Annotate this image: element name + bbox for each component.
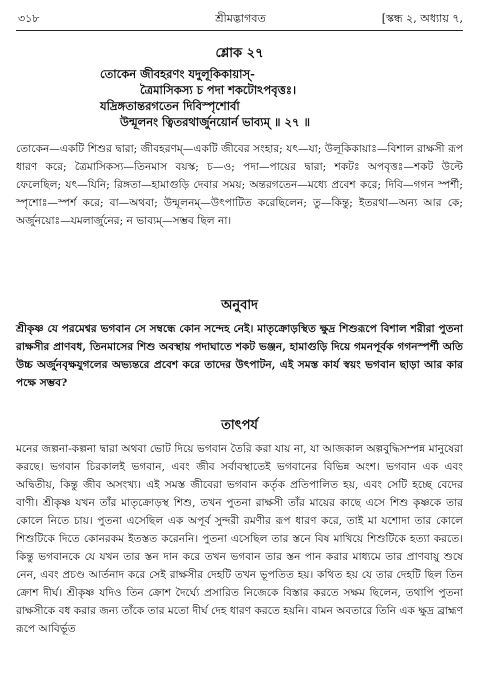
- running-title: শ্রীমদ্ভাগবত: [215, 12, 266, 25]
- synonyms-paragraph: তোকেন—একটি শিশুর দ্বারা; জীবহরণম্—একটি জীবের সংহার; যৎ—যা; উলূকিকায়াঃ—বিশাল রাক্ষসী রূপ ধারণ করে; ত্রৈমাসিকস্য—তিনমাস বয়স্ক; চ—ও; পদা—পায়ের দ্বারা; শকটঃ অপবৃত্তঃ—শকট উল্টে ফেলেছিল; যৎ—যিনি; রিঙ্গতা—হামাগুড়ি দেবার সময়; অন্তরগতেন—মধ্যে প্রবেশ করে; দিবি—গগন স্পর্শী; স্পৃশোঃ—স্পর্শ করে; বা—অথবা; উন্মূলনম্—উৎপাটিত করেছিলেন; তু—কিন্তু; ইতরথা—অন্য আর কে; অর্জুনয়োঃ—যমলার্জুনের; ন ভাব্যম্—সম্ভব ছিল না।: [16, 143, 463, 227]
- translation-heading: অনুবাদ: [221, 298, 258, 313]
- translation-paragraph: শ্রীকৃষ্ণ যে পরমেশ্বর ভগবান সে সম্বন্ধে কোন সন্দেহ নেই। মাতৃক্রোড়স্থিত ক্ষুদ্র শিশুরূপে বিশাল শরীরা পুতনা রাক্ষসীর প্রাণবধ, তিনমাসের শিশু অবস্থায় পদাঘাতে শকট ভঞ্জন, হামাগুড়ি দিয়ে গমনপূর্বক গগনস্পর্শী অতি উচ্চ অর্জুনবৃক্ষযুগলের অভ্যন্তরে প্রবেশ করে তাদের উৎপাটন, এই সমস্ত কার্য স্বয়ং ভগবান ছাড়া আর কার পক্ষে সম্ভব?: [16, 323, 463, 389]
- verse-heading: শ্লোক ২৭: [215, 46, 264, 61]
- purport-paragraph: মনের জল্পনা-কল্পনা দ্বারা অথবা ভোট দিয়ে ভগবান তৈরি করা যায় না, যা আজকাল অল্পবুদ্ধিসম্পন্ন মানুষেরা করছে। ভগবান চিরকালই ভগবান, এবং জীব সর্বাবস্থাতেই ভগবানের বিভিন্ন অংশ। ভগবান এক এবং অদ্বিতীয়, কিন্তু জীব অসংখ্য। এই সমস্ত জীবেরা ভগবান কর্তৃক প্রতিপালিত হয়, এবং সেটি হচ্ছে বেদের বাণী। শ্রীকৃষ্ণ যখন তাঁর মাতৃক্রোড়স্থ শিশু, তখন পুতনা রাক্ষসী তাঁর মায়ের কাছে এসে শিশু কৃষ্ণকে তার কোলে নিতে চায়। পুতনা এসেছিল এক অপূর্ব সুন্দরী রমণীর রূপ ধারণ করে, তাই মা যশোদা তার কোলে শিশুটিকে দিতে কোনরকম ইতস্তত করেননি। পুতনা এসেছিল তার স্তনে বিষ মাখিয়ে শিশুটিকে হত্যা করতে। কিন্তু ভগবানকে যে যখন তার স্তন দান করে তখন ভগবান তার স্তন পান করার মাধ্যমে তার প্রাণবায়ু শুষে নেন, এবং প্রচণ্ড আর্তনাদ করে সেই রাক্ষসীর দেহটি তখন ভূপতিত হয়। কথিত হয় যে তার দেহটি ছিল তিন ক্রোশ দীর্ঘ। শ্রীকৃষ্ণ যদিও তিন ক্রোশ দৈর্ঘ্যে প্রসারিত নিজেকে বিস্তার করতে সক্ষম ছিলেন, তথাপি পুতনা রাক্ষসীকে বধ করার জন্য তাঁকে তার মতো দীর্ঘ দেহ ধারণ করতে হয়নি। বামন অবতারে তিনি এক ক্ষুদ্র ব্রাহ্মণ রূপে আবির্ভূত: [16, 443, 463, 635]
- verse-text: [60, 66, 470, 130]
- page-header: [18, 10, 463, 28]
- canto-chapter-label: [স্কন্ধ ২, অধ্যায় ৭,: [381, 12, 463, 25]
- verse-line-1: তোকেন জীবহরণং যদুলূকিকায়াস্-: [100, 67, 255, 81]
- purport-heading: তাৎপর্য: [221, 418, 258, 433]
- verse-line-3: যদ্রিঙ্গতান্তরগতেন দিবিস্পৃশোর্বা: [100, 99, 240, 113]
- verse-line-2: ত্রৈমাসিকস্য চ পদা শকটোঽপবৃত্তঃ।: [140, 83, 297, 97]
- verse-line-4: উন্মূলনং ত্বিতরথার্জুনয়োর্ন ভাব্যম্ ॥ ২৭ ॥: [120, 115, 311, 129]
- page-number: ৩১৮: [18, 12, 40, 25]
- header-rule: [16, 30, 463, 31]
